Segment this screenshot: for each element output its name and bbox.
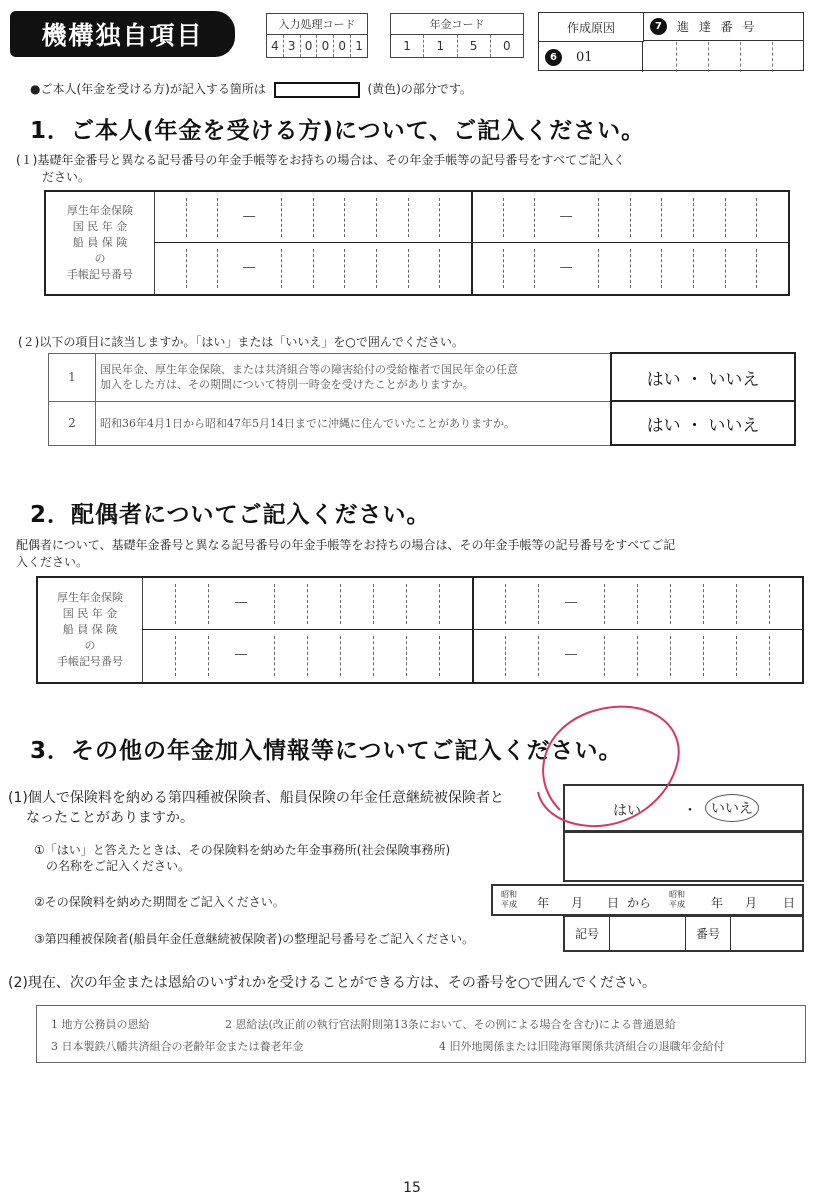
section3-sub1: [34, 842, 450, 874]
section2-title: 2．配偶者についてご記入ください。: [30, 502, 431, 528]
ledger-cell-divider: [703, 584, 704, 624]
pension-code-label: 年金コード: [391, 14, 523, 35]
ledger-dash: ―: [243, 259, 256, 274]
ledger-label-line: 手帳記号番号: [57, 655, 123, 668]
ledger-cell-divider: [274, 584, 275, 624]
input-code-label: 入力処理コード: [267, 14, 367, 35]
no-option[interactable]: いいえ: [705, 794, 759, 822]
pension-code-cells: [391, 35, 523, 57]
cell-divider: [676, 42, 677, 72]
ledger-cell-divider: [534, 249, 535, 288]
separator-dot: ・: [683, 803, 697, 819]
ledger-cell-divider: [340, 636, 341, 676]
handwritten-circle-annotation: [520, 700, 690, 840]
ledger-dash: ―: [243, 208, 256, 223]
pension-option-4[interactable]: 4 旧外地関係または旧陸海軍関係共済組合の退職年金給付: [439, 1040, 725, 1053]
question-row-2: [49, 401, 796, 445]
era-heisei: 平成: [669, 900, 685, 909]
ledger-cell-divider: [406, 584, 407, 624]
yes-option[interactable]: はい: [613, 803, 641, 819]
section1-q1: [16, 151, 816, 185]
pension-option-3[interactable]: 3 日本製鉄八幡共済組合の老齢年金または養老年金: [51, 1040, 304, 1053]
ledger-cell-divider: [505, 636, 506, 676]
ledger-label: [38, 578, 143, 682]
ledger-cell-divider: [503, 198, 504, 237]
ledger-label: [46, 192, 155, 294]
ledger-cell-divider: [281, 198, 282, 237]
ledger-cell-divider: [307, 636, 308, 676]
ledger-cell-divider: [186, 198, 187, 237]
year-label: 年: [537, 896, 550, 910]
era-showa: 昭和: [669, 890, 685, 899]
cell-divider: [708, 42, 709, 72]
ledger-cell-divider: [736, 584, 737, 624]
kigo-label: 記号: [565, 917, 610, 950]
section1-q1-text: (１)基礎年金番号と異なる記号番号の年金手帳等をお持ちの場合は、その年金手帳等の記号番号をすべてご記入く: [16, 153, 626, 167]
number-6-icon: 6: [545, 49, 562, 66]
ledger-cell-divider: [439, 198, 440, 237]
section3-sub3: ③第四種被保険者(船員年金任意継続被保険者)の整理記号番号をご記入ください。: [34, 932, 475, 946]
ledger-cell-divider: [208, 636, 209, 676]
cause-progress-box: [538, 12, 804, 71]
ledger-cell-divider: [373, 636, 374, 676]
code-digit: 0: [334, 35, 351, 57]
ledger-cell-divider: [756, 198, 757, 237]
ledger-cell-divider: [175, 636, 176, 676]
ledger-cell-divider: [604, 636, 605, 676]
ledger-label-line: 国 民 年 金: [72, 220, 128, 233]
ledger-cell-divider: [725, 198, 726, 237]
ledger-dash: ―: [560, 208, 573, 223]
section2-q-text: 配偶者について、基礎年金番号と異なる記号番号の年金手帳等をお持ちの場合は、その年金手帳等の記号番号をすべてご記: [16, 538, 676, 552]
month-label: 月: [571, 896, 584, 910]
section3-q1-line: (1)個人で保険料を納める第四種被保険者、船員保険の年金任意継続被保険者と: [8, 790, 504, 806]
section1-question-table: [48, 352, 796, 446]
ledger-column-divider: [471, 192, 473, 294]
era-heisei: 平成: [501, 900, 517, 909]
ledger-cell-divider: [670, 636, 671, 676]
question-number: 1: [49, 353, 96, 401]
question-text: 昭和36年4月1日から昭和47年5月14日までに沖縄に住んでいたことがありますか。: [96, 401, 612, 445]
year-label: 年: [711, 896, 724, 910]
day-label: 日: [783, 896, 796, 910]
input-code-cells: [267, 35, 367, 57]
day-label: 日: [607, 896, 620, 910]
code-digit: 0: [503, 39, 511, 53]
code-digit: 5: [458, 35, 491, 57]
ledger-cell-divider: [630, 198, 631, 237]
progress-header: [644, 13, 804, 41]
progress-label: 進 達 番 号: [677, 20, 758, 34]
ledger-label-line: 国 民 年 金: [62, 607, 118, 620]
section3-sub1-line: ①「はい」と答えたときは、その保険料を納めた年金事務所(社会保険事務所): [34, 843, 451, 857]
ledger-dash: ―: [565, 647, 577, 661]
ledger-dash: ―: [565, 595, 577, 609]
ledger-cell-divider: [439, 636, 440, 676]
ledger-dash: ―: [235, 647, 247, 661]
section3-q1: [8, 788, 504, 828]
ledger-label-line: 厚生年金保険: [67, 204, 133, 217]
notice-line: [30, 80, 472, 98]
pension-options-box: [36, 1005, 806, 1063]
pension-option-2[interactable]: 2 恩給法(改正前の執行官法附則第13条において、その例による場合を含む)による普通恩給: [225, 1018, 676, 1031]
section1-title: 1．ご本人(年金を受ける方)について、ご記入ください。: [30, 118, 646, 144]
ledger-label-line: の: [84, 639, 96, 652]
ledger-cell-divider: [538, 584, 539, 624]
code-digit: 1: [391, 35, 424, 57]
section3-title: 3．その他の年金加入情報等についてご記入ください。: [30, 738, 623, 764]
input-code-box: [266, 13, 368, 58]
cell-divider: [740, 42, 741, 72]
ledger-cell-divider: [376, 249, 377, 288]
ledger-cell-divider: [538, 636, 539, 676]
ledger-cell-divider: [186, 249, 187, 288]
notice-suffix: (黄色)の部分です。: [367, 82, 472, 96]
ledger-cell-divider: [598, 198, 599, 237]
code-digit: 3: [284, 35, 301, 57]
ledger-cell-divider: [313, 198, 314, 237]
section2-ledger[interactable]: [36, 576, 804, 684]
code-digit: 1: [424, 35, 457, 57]
ledger-cell-divider: [725, 249, 726, 288]
ledger-cell-divider: [661, 249, 662, 288]
ledger-cell-divider: [505, 584, 506, 624]
ledger-cell-divider: [693, 198, 694, 237]
ledger-dash: ―: [560, 259, 573, 274]
ledger-cell-divider: [637, 584, 638, 624]
progress-number-cells[interactable]: [644, 42, 804, 72]
ledger-label-line: の: [94, 252, 106, 265]
ledger-cell-divider: [373, 584, 374, 624]
cause-value: 01: [576, 49, 593, 65]
cause-label: 作成原因: [539, 13, 644, 42]
section2-q: [16, 536, 816, 570]
pension-code-box: [390, 13, 524, 58]
section-badge: 機構独自項目: [10, 11, 235, 57]
ledger-cell-divider: [408, 249, 409, 288]
yes-no-answer[interactable]: はい ・ いいえ: [611, 401, 795, 445]
ledger-cell-divider: [307, 584, 308, 624]
ledger-cell-divider: [208, 584, 209, 624]
ledger-cell-divider: [175, 584, 176, 624]
section3-sub1-line: の名称をご記入ください。: [46, 859, 191, 873]
bango-label: 番号: [685, 917, 731, 950]
reference-number-input[interactable]: [563, 916, 804, 952]
ledger-cell-divider: [534, 198, 535, 237]
ledger-cell-divider: [756, 249, 757, 288]
question-text: [96, 353, 612, 401]
ledger-cell-divider: [340, 584, 341, 624]
ledger-cell-divider: [604, 584, 605, 624]
ledger-label-line: 船 員 保 険: [62, 623, 118, 636]
ledger-label-line: 船 員 保 険: [72, 236, 128, 249]
section3-q2: (2)現在、次の年金または恩給のいずれかを受けることができる方は、その番号を○で囲んでください。: [8, 975, 657, 991]
ledger-cell-divider: [313, 249, 314, 288]
ledger-cell-divider: [439, 584, 440, 624]
ledger-cell-divider: [376, 198, 377, 237]
yes-no-answer[interactable]: はい ・ いいえ: [611, 353, 795, 401]
ledger-dash: ―: [235, 595, 247, 609]
ledger-cell-divider: [408, 198, 409, 237]
cell-divider: [772, 42, 773, 72]
number-7-icon: 7: [650, 18, 667, 35]
ledger-label-line: 厚生年金保険: [57, 591, 123, 604]
ledger-cell-divider: [661, 198, 662, 237]
pension-option-1[interactable]: 1 地方公務員の恩給: [51, 1018, 150, 1031]
code-digit: 0: [317, 35, 334, 57]
ledger-cell-divider: [406, 636, 407, 676]
question-number: 2: [49, 401, 96, 445]
code-digit: 4: [267, 35, 284, 57]
ledger-label-line: 手帳記号番号: [67, 268, 133, 281]
section2-q-cont: 入ください。: [16, 555, 89, 569]
ledger-cell-divider: [637, 636, 638, 676]
month-label: 月: [745, 896, 758, 910]
code-digit: 0: [301, 35, 318, 57]
ledger-cell-divider: [703, 636, 704, 676]
era-label: [669, 890, 685, 910]
question-row-1: [49, 353, 796, 401]
ledger-cell-divider: [274, 636, 275, 676]
page-number: 15: [403, 1180, 421, 1196]
section1-q2: (２)以下の項目に該当しますか。「はい」または「いいえ」を○で囲んでください。: [18, 335, 464, 349]
section1-q1-cont: ださい。: [42, 170, 91, 184]
ledger-cell-divider: [217, 198, 218, 237]
ledger-column-divider: [472, 578, 474, 682]
ledger-cell-divider: [769, 636, 770, 676]
section3-sub2: ②その保険料を納めた期間をご記入ください。: [34, 895, 285, 909]
cause-value-cell: [539, 42, 643, 72]
ledger-cell-divider: [281, 249, 282, 288]
ledger-cell-divider: [693, 249, 694, 288]
period-input[interactable]: [491, 884, 804, 916]
question-text-line: 加入をした方は、その期間について特別一時金を受けたことがありますか。: [100, 378, 474, 391]
ledger-cell-divider: [503, 249, 504, 288]
ledger-cell-divider: [439, 249, 440, 288]
yellow-field-sample: [274, 82, 360, 98]
era-label: [501, 890, 517, 910]
notice-text: ●ご本人(年金を受ける方)が記入する箇所は: [30, 82, 266, 96]
ledger-cell-divider: [217, 249, 218, 288]
ledger-cell-divider: [736, 636, 737, 676]
code-digit: 1: [355, 39, 363, 53]
ledger-cell-divider: [769, 584, 770, 624]
section1-ledger[interactable]: [44, 190, 790, 296]
ledger-cell-divider: [630, 249, 631, 288]
era-showa: 昭和: [501, 890, 517, 899]
ledger-cell-divider: [344, 249, 345, 288]
ledger-cell-divider: [598, 249, 599, 288]
from-label: から: [627, 896, 652, 910]
ledger-cell-divider: [670, 584, 671, 624]
ledger-cell-divider: [344, 198, 345, 237]
question-text-line: 国民年金、厚生年金保険、または共済組合等の障害給付の受給権者で国民年金の任意: [100, 363, 518, 376]
section3-q1-line: なったことがありますか。: [26, 810, 194, 826]
